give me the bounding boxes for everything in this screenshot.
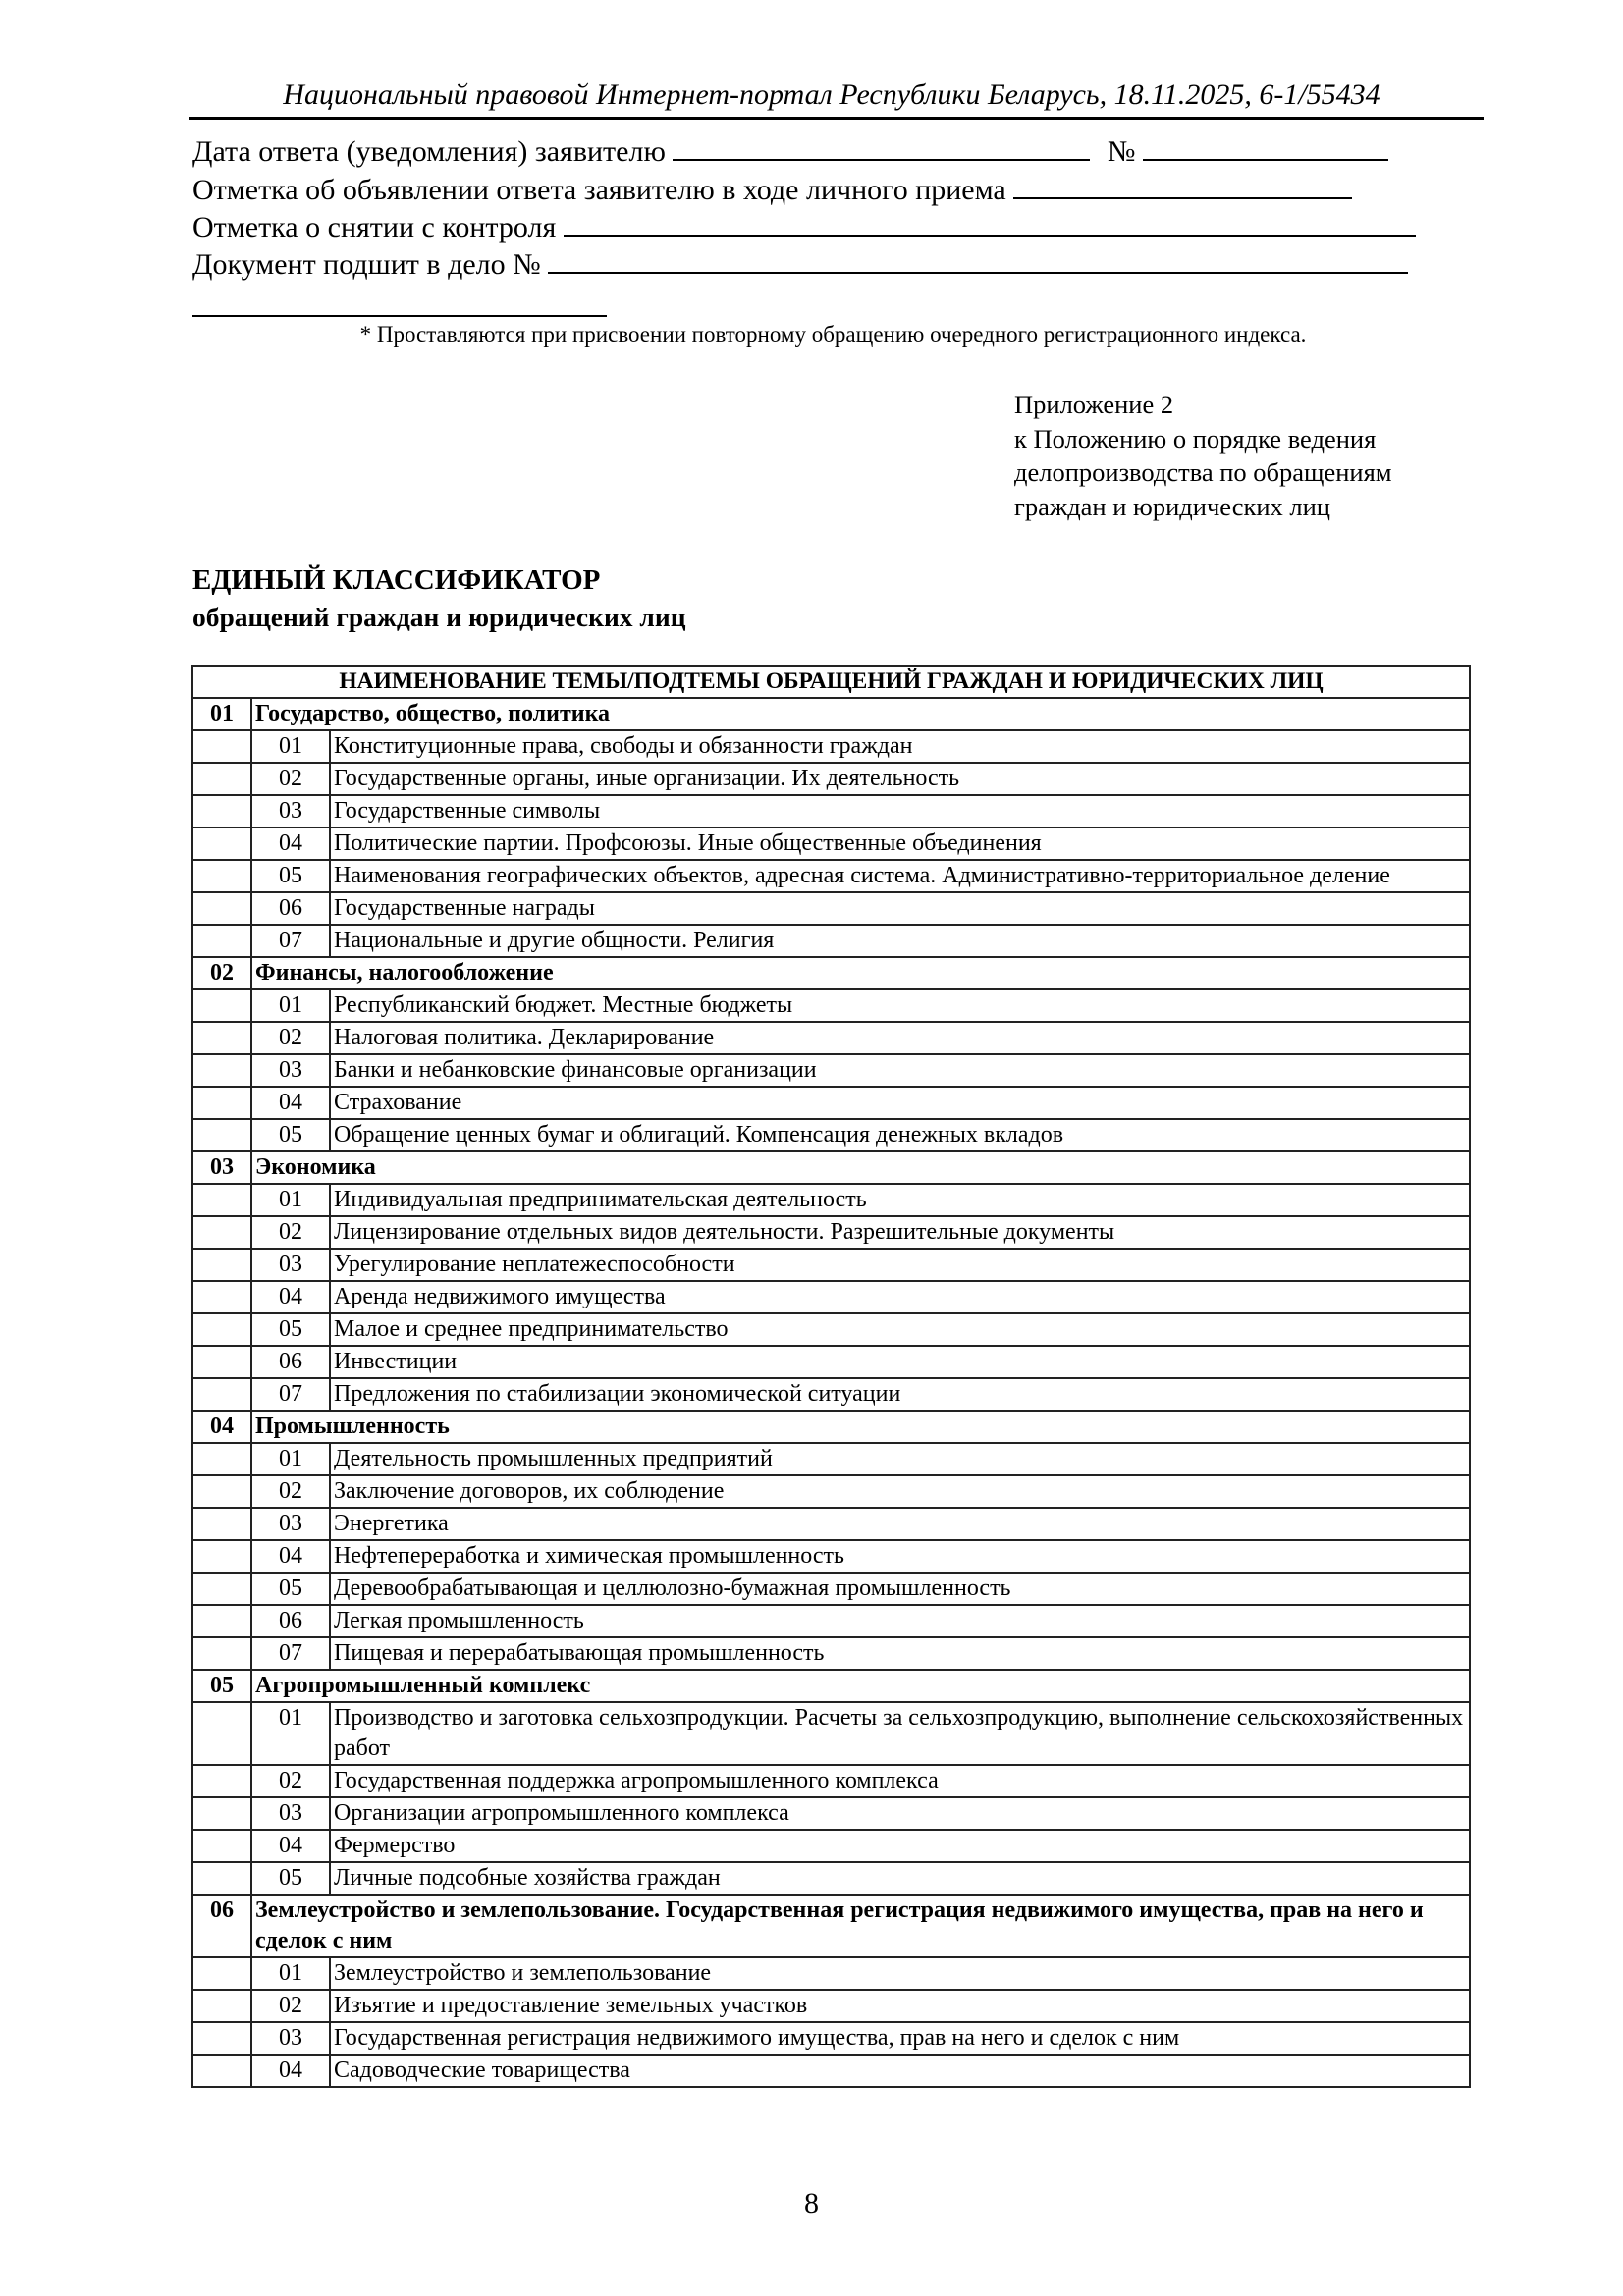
appendix-line: к Положению о порядке ведения (1014, 423, 1377, 454)
subtopic-code: 03 (251, 1249, 330, 1281)
empty-cell (192, 1054, 251, 1087)
subtopic-code: 04 (251, 1281, 330, 1313)
footnote: * Проставляются при присвоении повторному обращению очередного регистрационного индекса. (359, 322, 1307, 347)
subtopic-text: Деревообрабатывающая и целлюлозно-бумажная промышленность (330, 1573, 1470, 1605)
empty-cell (192, 2022, 251, 2055)
subtopic-text: Личные подсобные хозяйства граждан (330, 1862, 1470, 1895)
header-rule (189, 117, 1484, 120)
subtopic-code: 02 (251, 1475, 330, 1508)
section-code: 04 (192, 1411, 251, 1443)
section-code: 05 (192, 1670, 251, 1702)
table-row (192, 1702, 1470, 1765)
appendix-line: граждан и юридических лиц (1014, 491, 1330, 521)
section-title: Промышленность (251, 1411, 1470, 1443)
subtopic-code: 01 (251, 1702, 330, 1765)
table-row (192, 2022, 1470, 2055)
subtopic-code: 04 (251, 1087, 330, 1119)
empty-cell (192, 1830, 251, 1862)
empty-cell (192, 892, 251, 925)
subtopic-code: 04 (251, 1540, 330, 1573)
table-row (192, 1184, 1470, 1216)
subtopic-text: Государственные органы, иные организации. Их деятельность (330, 763, 1470, 795)
subtopic-text: Индивидуальная предпринимательская деятельность (330, 1184, 1470, 1216)
subtopic-text: Легкая промышленность (330, 1605, 1470, 1637)
footnote-rule (192, 315, 607, 317)
subtopic-code: 05 (251, 1573, 330, 1605)
subtopic-code: 03 (251, 1508, 330, 1540)
answer-date-blank (673, 133, 1090, 161)
filed-in-case-field (192, 246, 1408, 283)
empty-cell (192, 763, 251, 795)
table-row (192, 1573, 1470, 1605)
subtopic-text: Пищевая и перерабатывающая промышленность (330, 1637, 1470, 1670)
table-row (192, 1443, 1470, 1475)
subtopic-text: Национальные и другие общности. Религия (330, 925, 1470, 957)
section-code: 06 (192, 1895, 251, 1957)
table-row (192, 828, 1470, 860)
table-row (192, 1540, 1470, 1573)
table-row (192, 989, 1470, 1022)
empty-cell (192, 1184, 251, 1216)
empty-cell (192, 1249, 251, 1281)
subtopic-code: 02 (251, 1765, 330, 1797)
appendix-note (1014, 388, 1392, 523)
subtopic-code: 04 (251, 2055, 330, 2087)
subtopic-code: 02 (251, 1990, 330, 2022)
table-row (192, 1054, 1470, 1087)
table-row (192, 1087, 1470, 1119)
removed-from-control-field (192, 209, 1416, 245)
empty-cell (192, 1216, 251, 1249)
section-row (192, 698, 1470, 730)
subtopic-code: 05 (251, 1862, 330, 1895)
empty-cell (192, 828, 251, 860)
section-title: Финансы, налогообложение (251, 957, 1470, 989)
subtopic-code: 07 (251, 1378, 330, 1411)
table-row (192, 1797, 1470, 1830)
filed-in-case-blank (548, 246, 1408, 274)
table-row (192, 763, 1470, 795)
empty-cell (192, 1475, 251, 1508)
subtopic-text: Садоводческие товарищества (330, 2055, 1470, 2087)
table-row (192, 1605, 1470, 1637)
subtopic-text: Налоговая политика. Декларирование (330, 1022, 1470, 1054)
subtopic-code: 05 (251, 860, 330, 892)
subtopic-text: Государственная регистрация недвижимого имущества, прав на него и сделок с ним (330, 2022, 1470, 2055)
empty-cell (192, 1346, 251, 1378)
subtopic-text: Заключение договоров, их соблюдение (330, 1475, 1470, 1508)
section-row (192, 1895, 1470, 1957)
empty-cell (192, 925, 251, 957)
empty-cell (192, 1281, 251, 1313)
table-row (192, 2055, 1470, 2087)
table-header-row (192, 666, 1470, 698)
personal-reception-label: Отметка об объявлении ответа заявителю в ходе личного приема (192, 174, 1006, 206)
subtopic-text: Лицензирование отдельных видов деятельности. Разрешительные документы (330, 1216, 1470, 1249)
table-row (192, 795, 1470, 828)
table-row (192, 1475, 1470, 1508)
empty-cell (192, 989, 251, 1022)
subtopic-text: Конституционные права, свободы и обязанности граждан (330, 730, 1470, 763)
empty-cell (192, 1313, 251, 1346)
section-title: Землеустройство и землепользование. Государственная регистрация недвижимого имущества, прав на него и сделок с ним (251, 1895, 1470, 1957)
empty-cell (192, 1862, 251, 1895)
subtopic-text: Обращение ценных бумаг и облигаций. Компенсация денежных вкладов (330, 1119, 1470, 1151)
subtopic-code: 07 (251, 925, 330, 957)
empty-cell (192, 1637, 251, 1670)
section-code: 03 (192, 1151, 251, 1184)
empty-cell (192, 1605, 251, 1637)
subtopic-text: Нефтепереработка и химическая промышленность (330, 1540, 1470, 1573)
answer-date-field (192, 133, 1388, 170)
answer-number-blank (1143, 133, 1388, 161)
empty-cell (192, 1508, 251, 1540)
empty-cell (192, 1443, 251, 1475)
table-row (192, 1249, 1470, 1281)
subtopic-code: 01 (251, 1443, 330, 1475)
subtopic-text: Государственная поддержка агропромышленного комплекса (330, 1765, 1470, 1797)
empty-cell (192, 1022, 251, 1054)
table-row (192, 925, 1470, 957)
table-row (192, 1281, 1470, 1313)
subtopic-code: 03 (251, 795, 330, 828)
empty-cell (192, 1957, 251, 1990)
subtopic-text: Энергетика (330, 1508, 1470, 1540)
subtopic-code: 01 (251, 1957, 330, 1990)
subtopic-text: Государственные символы (330, 795, 1470, 828)
table-row (192, 860, 1470, 892)
subtopic-text: Организации агропромышленного комплекса (330, 1797, 1470, 1830)
subtopic-text: Инвестиции (330, 1346, 1470, 1378)
document-subtitle: обращений граждан и юридических лиц (192, 602, 686, 632)
subtopic-text: Фермерство (330, 1830, 1470, 1862)
empty-cell (192, 795, 251, 828)
section-title: Агропромышленный комплекс (251, 1670, 1470, 1702)
subtopic-text: Урегулирование неплатежеспособности (330, 1249, 1470, 1281)
subtopic-text: Страхование (330, 1087, 1470, 1119)
subtopic-text: Предложения по стабилизации экономической ситуации (330, 1378, 1470, 1411)
subtopic-code: 02 (251, 1216, 330, 1249)
subtopic-text: Землеустройство и землепользование (330, 1957, 1470, 1990)
table-row (192, 1990, 1470, 2022)
subtopic-text: Политические партии. Профсоюзы. Иные общественные объединения (330, 828, 1470, 860)
empty-cell (192, 1990, 251, 2022)
filed-in-case-label: Документ подшит в дело № (192, 248, 541, 281)
empty-cell (192, 1765, 251, 1797)
subtopic-code: 02 (251, 1022, 330, 1054)
empty-cell (192, 1087, 251, 1119)
table-row (192, 892, 1470, 925)
table-row (192, 1508, 1470, 1540)
section-row (192, 1411, 1470, 1443)
empty-cell (192, 1702, 251, 1765)
section-title: Экономика (251, 1151, 1470, 1184)
table-row (192, 1765, 1470, 1797)
document-title: ЕДИНЫЙ КЛАССИФИКАТОР (192, 564, 601, 596)
appendix-line: Приложение 2 (1014, 390, 1174, 419)
subtopic-code: 01 (251, 730, 330, 763)
empty-cell (192, 1797, 251, 1830)
subtopic-code: 03 (251, 1054, 330, 1087)
subtopic-code: 03 (251, 2022, 330, 2055)
subtopic-text: Малое и среднее предпринимательство (330, 1313, 1470, 1346)
section-row (192, 957, 1470, 989)
subtopic-text: Государственные награды (330, 892, 1470, 925)
appendix-line: делопроизводства по обращениям (1014, 457, 1392, 487)
page-header: Национальный правовой Интернет-портал Республики Беларусь, 18.11.2025, 6-1/55434 (283, 79, 1380, 111)
table-row (192, 1346, 1470, 1378)
table-row (192, 730, 1470, 763)
empty-cell (192, 1378, 251, 1411)
classifier-table (191, 665, 1471, 2088)
table-header: НАИМЕНОВАНИЕ ТЕМЫ/ПОДТЕМЫ ОБРАЩЕНИЙ ГРАЖДАН И ЮРИДИЧЕСКИХ ЛИЦ (192, 666, 1470, 698)
table-row (192, 1119, 1470, 1151)
subtopic-code: 05 (251, 1119, 330, 1151)
subtopic-code: 01 (251, 989, 330, 1022)
subtopic-code: 04 (251, 828, 330, 860)
subtopic-text: Аренда недвижимого имущества (330, 1281, 1470, 1313)
subtopic-text: Производство и заготовка сельхозпродукции. Расчеты за сельхозпродукцию, выполнение сельскохозяйственных работ (330, 1702, 1470, 1765)
subtopic-code: 06 (251, 1605, 330, 1637)
subtopic-code: 06 (251, 892, 330, 925)
empty-cell (192, 1540, 251, 1573)
subtopic-code: 02 (251, 763, 330, 795)
table-row (192, 1830, 1470, 1862)
subtopic-text: Деятельность промышленных предприятий (330, 1443, 1470, 1475)
subtopic-text: Банки и небанковские финансовые организации (330, 1054, 1470, 1087)
subtopic-code: 07 (251, 1637, 330, 1670)
table-row (192, 1022, 1470, 1054)
answer-date-label: Дата ответа (уведомления) заявителю (192, 135, 666, 168)
table-row (192, 1216, 1470, 1249)
subtopic-text: Республиканский бюджет. Местные бюджеты (330, 989, 1470, 1022)
subtopic-code: 04 (251, 1830, 330, 1862)
table-row (192, 1378, 1470, 1411)
personal-reception-field (192, 172, 1352, 208)
empty-cell (192, 1573, 251, 1605)
section-row (192, 1670, 1470, 1702)
table-row (192, 1313, 1470, 1346)
section-row (192, 1151, 1470, 1184)
page-number: 8 (804, 2187, 819, 2219)
table-row (192, 1957, 1470, 1990)
subtopic-text: Наименования географических объектов, адресная система. Административно-территориальное деление (330, 860, 1470, 892)
empty-cell (192, 730, 251, 763)
table-row (192, 1862, 1470, 1895)
section-title: Государство, общество, политика (251, 698, 1470, 730)
subtopic-code: 01 (251, 1184, 330, 1216)
empty-cell (192, 860, 251, 892)
subtopic-code: 05 (251, 1313, 330, 1346)
section-code: 01 (192, 698, 251, 730)
empty-cell (192, 1119, 251, 1151)
table-row (192, 1637, 1470, 1670)
removed-from-control-label: Отметка о снятии с контроля (192, 211, 557, 243)
section-code: 02 (192, 957, 251, 989)
removed-from-control-blank (564, 209, 1416, 237)
subtopic-code: 03 (251, 1797, 330, 1830)
personal-reception-blank (1013, 172, 1352, 199)
empty-cell (192, 2055, 251, 2087)
subtopic-code: 06 (251, 1346, 330, 1378)
number-sign: № (1107, 135, 1136, 168)
subtopic-text: Изъятие и предоставление земельных участков (330, 1990, 1470, 2022)
